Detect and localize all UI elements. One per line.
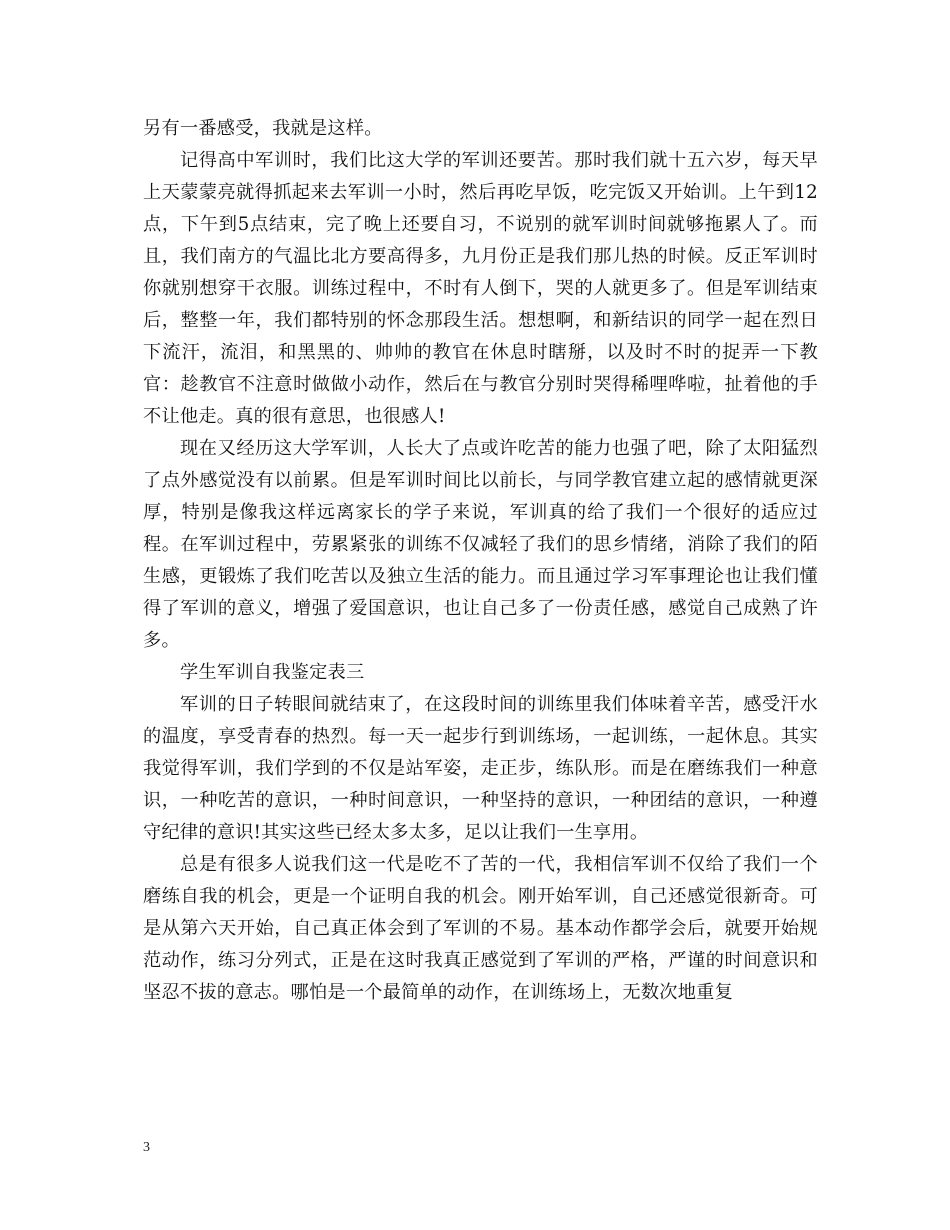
paragraph-university-training: 现在又经历这大学军训，人长大了点或许吃苦的能力也强了吧，除了太阳猛烈了点外感觉没有以前累。但是军训时间比以前长，与同学教官建立起的感情就更深厚，特别是像我这样远离家长的学子来说，军训真的给了我们一个很好的适应过程。在军训过程中，劳累紧张的训练不仅减轻了我们的思乡情绪，消除了我们的陌生感，更锻炼了我们吃苦以及独立生活的能力。而且通过学习军事理论也让我们懂得了军训的意义，增强了爱国意识，也让自己多了一份责任感，感觉自己成熟了许多。 (143, 438, 818, 651)
paragraph-continuation: 另有一番感受，我就是这样。 (143, 118, 383, 139)
paragraph-hardship-generation: 总是有很多人说我们这一代是吃不了苦的一代，我相信军训不仅给了我们一个磨练自我的机会，更是一个证明自我的机会。刚开始军训，自己还感觉很新奇。可是从第六天开始，自己真正体会到了军训的不易。基本动作都学会后，就要开始规范动作，练习分列式，正是在这时我真正感觉到了军训的严格，严谨的时间意识和坚忍不拔的意志。哪怕是一个最简单的动作，在训练场上，无数次地重复 (143, 854, 818, 1003)
page-number: 3 (143, 1140, 150, 1155)
paragraph-training-days: 军训的日子转眼间就结束了，在这段时间的训练里我们体味着辛苦，感受汗水的温度，享受青春的热烈。每一天一起步行到训练场，一起训练，一起休息。其实我觉得军训，我们学到的不仅是站军姿，走正步，练队形。而是在磨练我们一种意识，一种吃苦的意识，一种时间意识，一种坚持的意识，一种团结的意识，一种遵守纪律的意识!其实这些已经太多太多，足以让我们一生享用。 (143, 694, 818, 843)
document-body (143, 113, 818, 1009)
paragraph-high-school-training: 记得高中军训时，我们比这大学的军训还要苦。那时我们就十五六岁，每天早上天蒙蒙亮就得抓起来去军训一小时，然后再吃早饭，吃完饭又开始训。上午到12点，下午到5点结束，完了晚上还要自习，不说别的就军训时间就够拖累人了。而且，我们南方的气温比北方要高得多，九月份正是我们那儿热的时候。反正军训时你就别想穿干衣服。训练过程中，不时有人倒下，哭的人就更多了。但是军训结束后，整整一年，我们都特别的怀念那段生活。想想啊，和新结识的同学一起在烈日下流汗，流泪，和黑黑的、帅帅的教官在休息时瞎掰，以及时不时的捉弄一下教官：趁教官不注意时做做小动作，然后在与教官分别时哭得稀哩哗啦，扯着他的手不让他走。真的很有意思，也很感人! (143, 150, 818, 427)
section-heading: 学生军训自我鉴定表三 (180, 662, 365, 683)
